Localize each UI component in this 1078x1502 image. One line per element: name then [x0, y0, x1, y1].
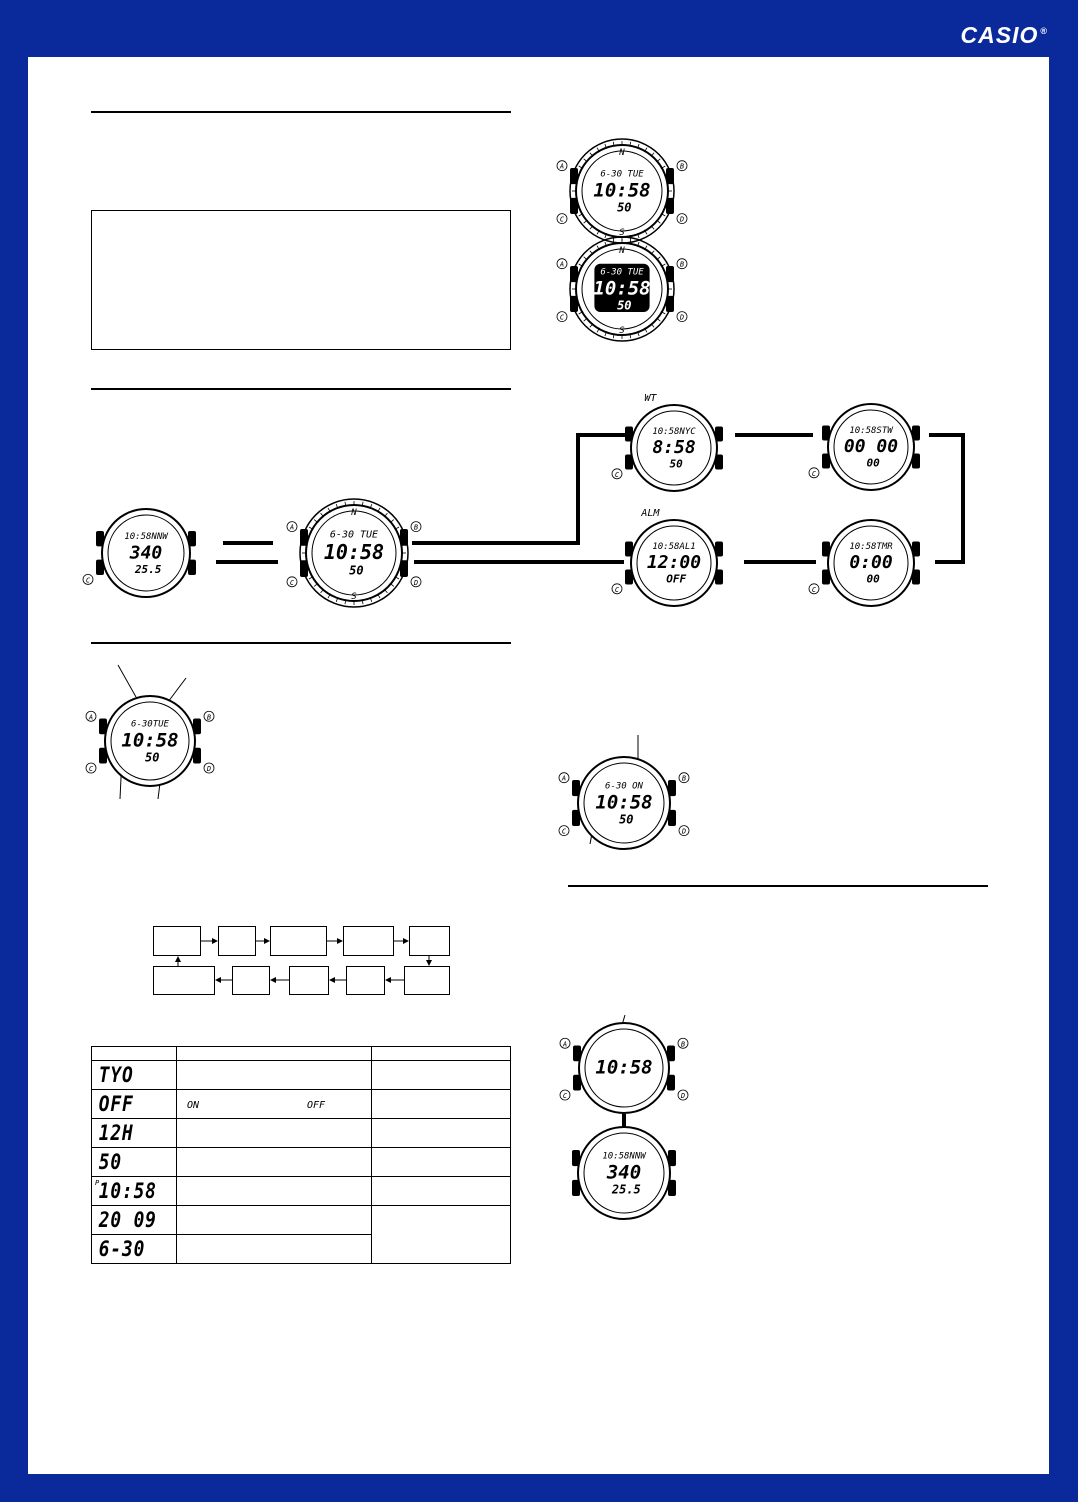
svg-text:A: A — [561, 774, 567, 783]
svg-text:25.5: 25.5 — [134, 562, 162, 576]
svg-text:S: S — [619, 326, 625, 336]
svg-text:A: A — [559, 260, 565, 269]
svg-text:S: S — [619, 228, 625, 238]
svg-text:10:58NNW: 10:58NNW — [124, 531, 168, 542]
header-cell — [177, 1047, 372, 1061]
svg-text:C: C — [614, 470, 620, 479]
lcd-value: 10:58 — [98, 1179, 157, 1203]
svg-text:50: 50 — [349, 563, 364, 578]
svg-text:6-30 TUE: 6-30 TUE — [329, 529, 379, 541]
settings-table — [91, 1046, 511, 1264]
svg-text:8:58: 8:58 — [652, 437, 696, 459]
svg-text:A: A — [289, 523, 295, 532]
svg-text:WT: WT — [644, 393, 657, 404]
svg-text:A: A — [559, 162, 565, 171]
svg-text:B: B — [413, 523, 419, 532]
svg-text:D: D — [680, 1092, 686, 1100]
svg-text:C: C — [85, 576, 91, 585]
watch-bottom-b — [550, 1099, 698, 1247]
svg-text:10:58TMR: 10:58TMR — [849, 542, 893, 553]
header-cell — [372, 1047, 511, 1061]
svg-text:C: C — [561, 827, 567, 836]
lcd-value: 20 09 — [98, 1208, 157, 1232]
svg-text:340: 340 — [606, 1161, 642, 1184]
svg-text:C: C — [811, 469, 817, 478]
pm-indicator: P — [95, 1179, 100, 1187]
svg-text:C: C — [614, 585, 620, 594]
svg-text:C: C — [88, 765, 94, 773]
svg-text:A: A — [562, 1040, 568, 1049]
table-header-row — [92, 1047, 511, 1061]
svg-text:10:58: 10:58 — [595, 1056, 653, 1079]
svg-text:6-30 TUE: 6-30 TUE — [600, 169, 644, 180]
svg-text:6-30TUE: 6-30TUE — [131, 719, 169, 730]
header-cell — [92, 1047, 177, 1061]
lcd-value: 6-30 — [98, 1237, 146, 1261]
watch-alarm — [603, 492, 745, 634]
svg-text:6-30 TUE: 6-30 TUE — [600, 267, 644, 278]
svg-text:10:58AL1: 10:58AL1 — [652, 542, 696, 553]
on-label: ON — [187, 1100, 200, 1111]
svg-text:50: 50 — [619, 812, 634, 827]
svg-text:10:58NNW: 10:58NNW — [602, 1151, 646, 1162]
lcd-value: OFF — [98, 1092, 134, 1116]
watch-detail — [77, 668, 223, 814]
lcd-value: 12H — [98, 1121, 134, 1145]
table-row — [92, 1061, 511, 1090]
svg-text:10:58STW: 10:58STW — [849, 426, 893, 437]
table-row — [92, 1206, 511, 1235]
svg-text:10:58: 10:58 — [593, 179, 651, 202]
svg-text:B: B — [681, 774, 687, 783]
svg-text:C: C — [289, 578, 295, 587]
svg-text:10:58: 10:58 — [121, 729, 179, 752]
svg-text:50: 50 — [669, 457, 683, 471]
svg-text:B: B — [679, 162, 685, 171]
svg-text:ALM: ALM — [641, 508, 660, 519]
svg-text:25.5: 25.5 — [611, 1182, 641, 1197]
lcd-value: TYO — [98, 1063, 134, 1087]
svg-text:10:58: 10:58 — [595, 791, 653, 814]
svg-text:OFF: OFF — [666, 572, 687, 586]
casio-logo: CASIO ® — [960, 22, 1048, 48]
table-row — [92, 1177, 511, 1206]
watch-time-mode-light — [548, 215, 696, 363]
svg-text:N: N — [619, 246, 625, 256]
svg-text:N: N — [351, 508, 357, 518]
svg-text:A: A — [88, 713, 94, 722]
watch-timekeeping-center — [278, 477, 430, 629]
table-row — [92, 1090, 511, 1119]
svg-text:00 00: 00 00 — [843, 436, 899, 458]
svg-text:D: D — [681, 827, 687, 836]
watch-setting — [550, 729, 698, 877]
svg-text:10:58: 10:58 — [593, 277, 651, 300]
svg-text:B: B — [680, 1040, 686, 1049]
svg-text:D: D — [206, 765, 212, 773]
svg-text:10:58: 10:58 — [323, 539, 385, 564]
svg-text:D: D — [413, 578, 419, 587]
svg-text:B: B — [206, 713, 212, 722]
svg-text:12:00: 12:00 — [646, 552, 702, 574]
svg-text:C: C — [559, 215, 565, 224]
watch-compass-mode — [74, 481, 218, 625]
svg-text:340: 340 — [129, 542, 163, 564]
svg-text:0:00: 0:00 — [849, 552, 893, 574]
lcd-value: 50 — [98, 1150, 123, 1174]
svg-text:50: 50 — [145, 750, 160, 765]
svg-text:C: C — [811, 585, 817, 594]
svg-text:D: D — [679, 313, 685, 322]
svg-text:C: C — [562, 1092, 568, 1100]
svg-text:B: B — [679, 260, 685, 269]
off-label: OFF — [307, 1100, 326, 1111]
svg-text:6-30 ON: 6-30 ON — [605, 781, 643, 792]
svg-text:D: D — [679, 215, 685, 224]
svg-text:00: 00 — [866, 456, 880, 470]
svg-text:N: N — [619, 148, 625, 158]
table-row — [92, 1119, 511, 1148]
svg-text:50: 50 — [617, 200, 632, 215]
watch-timer — [800, 492, 942, 634]
svg-text:50: 50 — [617, 298, 632, 313]
svg-text:S: S — [351, 592, 357, 602]
table-row — [92, 1148, 511, 1177]
svg-text:00: 00 — [866, 572, 880, 586]
svg-text:10:58NYC: 10:58NYC — [652, 427, 696, 438]
svg-text:C: C — [559, 313, 565, 322]
manual-page — [28, 57, 1049, 1474]
